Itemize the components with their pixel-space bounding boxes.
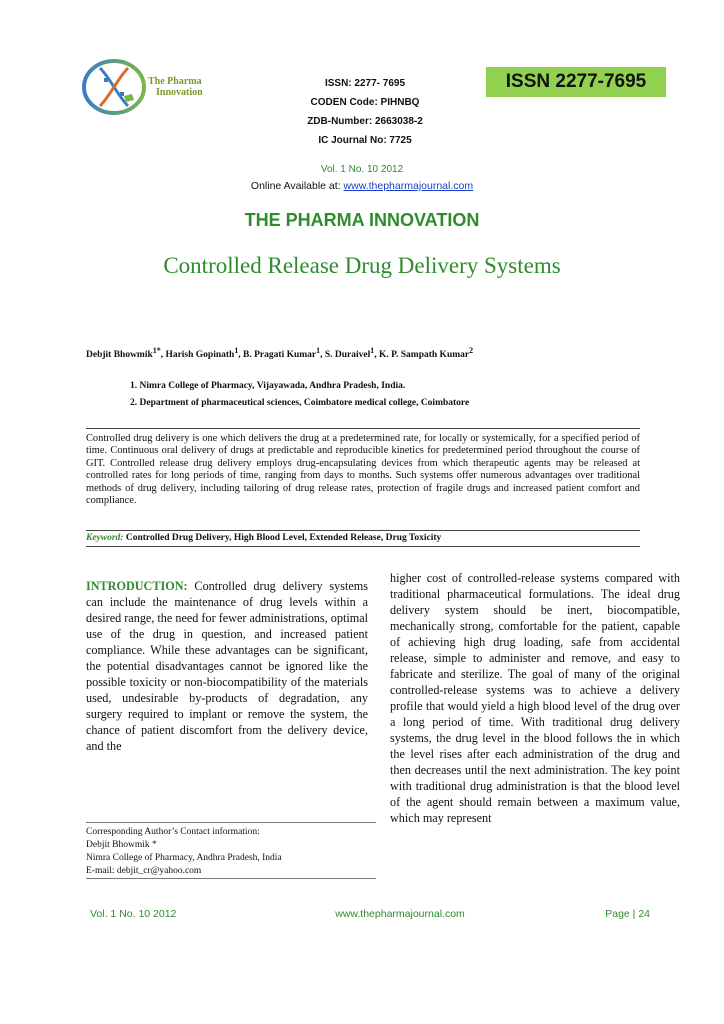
keywords-divider [86, 546, 640, 547]
journal-name: THE PHARMA INNOVATION [244, 210, 480, 230]
author-name: K. P. Sampath Kumar [378, 350, 470, 361]
keyword-values: Controlled Drug Delivery, High Blood Level, Extended Release, Drug Toxicity [123, 533, 442, 543]
affiliation-list [130, 378, 650, 412]
journal-identifiers [270, 74, 460, 150]
zdb-line: ZDB-Number: 2663038-2 [307, 116, 423, 127]
author-list [86, 346, 646, 360]
author-name: S. Duraivel [324, 350, 371, 361]
abstract: Controlled drug delivery is one which delivers the drug at a predetermined rate, for locally or systemically, for a specified period of time. Continuous oral delivery of drugs at predictable and reproducible kinetics for predetermined period throughout the course of GIT. Controlled release drug delivery employs drug-encapsulating devices from which therapeutic agents may be released at controlled rates for long periods of time, ranging from days to months. Such systems offer numerous advantages over traditional methods of drug delivery, including tailoring of drug release rates, protection of fragile drugs and increased patient comfort and compliance. [86, 433, 640, 507]
volume-line: Vol. 1 No. 10 2012 [320, 164, 404, 175]
issn-badge: ISSN 2277-7695 [486, 67, 666, 97]
corresponding-heading: Corresponding Author’s Contact information: [86, 827, 260, 837]
corresponding-email[interactable]: E-mail: debjit_cr@yahoo.com [86, 866, 202, 876]
introduction-text-left: Controlled drug delivery systems can include the maintenance of drug levels within a desired range, the need for fewer administrations, optimal use of the drug in question, and increased patient compliance. While these advantages can be significant, the potential disadvantages cannot be ignored like the possible toxicity or non-biocompatibility of the materials used, undesirable by-products of degradation, any surgery required to implant or remove the system, the chance of patient discomfort from the delivery device, and the [86, 579, 368, 753]
keywords [86, 533, 640, 543]
issn-line: ISSN: 2277- 7695 [324, 78, 406, 89]
ic-line: IC Journal No: 7725 [318, 135, 412, 146]
corresponding-bottom-divider [86, 878, 376, 879]
corresponding-name: Debjit Bhowmik * [86, 840, 157, 850]
introduction-heading: INTRODUCTION: [86, 579, 188, 593]
paper-title: Controlled Release Drug Delivery Systems [163, 253, 561, 278]
logo-text [148, 76, 203, 98]
keyword-label: Keyword: [86, 533, 124, 543]
corresponding-address: Nimra College of Pharmacy, Andhra Pradesh, India [86, 853, 282, 863]
author-sep: , [374, 350, 379, 361]
online-available-line [150, 180, 574, 192]
online-label: Online Available at: [250, 180, 344, 192]
logo-text-line1: The Pharma [148, 76, 202, 87]
introduction-left-column [86, 578, 368, 754]
author-name: Debjit Bhowmik [86, 350, 153, 361]
corresponding-divider [86, 822, 376, 823]
abstract-bottom-divider [86, 530, 640, 531]
logo-text-line2: Innovation [156, 87, 203, 98]
author-sup: 1 [234, 346, 239, 355]
author-name: B. Pragati Kumar [243, 350, 317, 361]
author-sep: , [160, 350, 166, 361]
author-sup: 1 [370, 346, 375, 355]
author-sep: , [320, 350, 325, 361]
author-sup: 1* [152, 346, 161, 355]
author-name: Harish Gopinath [165, 350, 235, 361]
corresponding-author-block [86, 826, 376, 878]
affiliation: 2. Department of pharmaceutical sciences, Coimbatore medical college, Coimbatore [130, 398, 470, 408]
abstract-top-divider [86, 428, 640, 429]
author-sup: 1 [316, 346, 321, 355]
coden-line: CODEN Code: PIHNBQ [310, 97, 420, 108]
journal-link[interactable]: www.thepharmajournal.com [343, 180, 474, 192]
affiliation: 1. Nimra College of Pharmacy, Vijayawada, Andhra Pradesh, India. [130, 381, 406, 391]
footer-volume: Vol. 1 No. 10 2012 [90, 908, 177, 920]
footer-url[interactable]: www.thepharmajournal.com [335, 908, 465, 920]
author-sup: 2 [469, 346, 474, 355]
footer-page-number: Page | 24 [605, 908, 650, 920]
introduction-right-column: higher cost of controlled-release systems compared with traditional pharmaceutical formulations. The ideal drug delivery system should be inert, biocompatible, mechanically strong, comfortable for the patient, capable of achieving high drug loading, safe from accidental release, simple to administer and remove, and easy to fabricate and sterilize. The goal of many of the original controlled-release systems was to achieve a delivery profile that would yield a high blood level of the drug over a long period of time. With traditional drug delivery systems, the drug level in the blood follows the in which the level rises after each administration of the drug and then decreases until the next administration. The key point with traditional drug administration is that the blood level of the agent should remain between a maximum value, which may represent [390, 571, 680, 825]
author-sep: , [238, 350, 244, 361]
